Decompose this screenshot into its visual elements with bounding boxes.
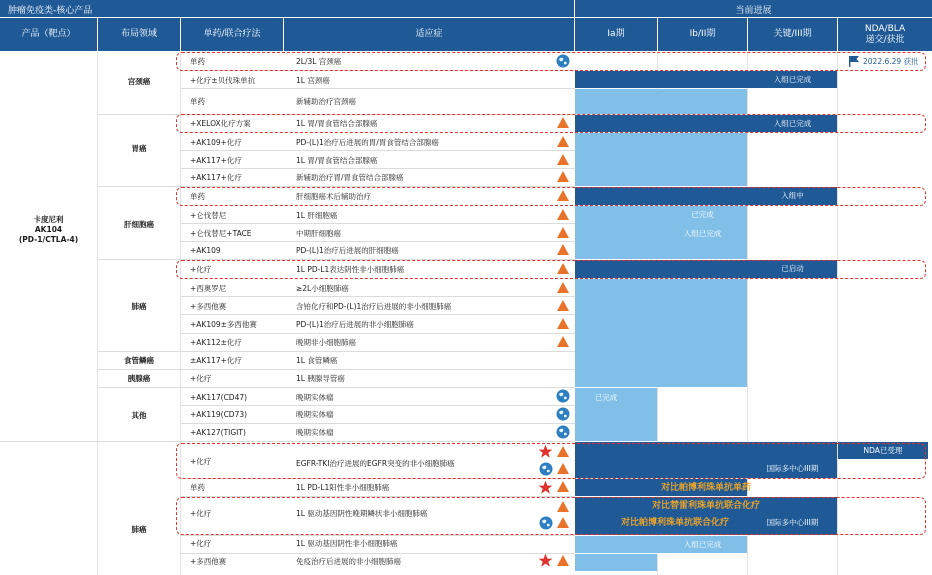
triangle-icon <box>557 501 569 512</box>
indication-14: PD-(L)1治疗后进展的非小细胞肺癌 <box>296 320 414 329</box>
therapy-21: +化疗 <box>190 457 212 466</box>
field-lung: 肺癌 <box>131 302 147 311</box>
top-bar-right <box>575 0 932 17</box>
comparator-label: 对比帕博利珠单抗单药 <box>660 483 751 493</box>
therapy-12: +西奥罗尼 <box>190 284 227 293</box>
triangle-icon <box>557 154 569 165</box>
therapy-15: +AK112±化疗 <box>190 338 242 347</box>
therapy-25: +多西他赛 <box>190 557 227 566</box>
field-divider <box>98 114 180 115</box>
field-divider <box>98 369 180 370</box>
therapy-4: +AK109+化疗 <box>190 138 242 147</box>
field-cervical: 宫颈癌 <box>127 77 151 86</box>
star-icon <box>538 480 553 495</box>
progress-title: 当前进展 <box>735 6 772 16</box>
status-label: NDA已受理 <box>863 446 903 455</box>
field-divider <box>98 186 180 187</box>
progress-bar <box>575 554 657 571</box>
indication-17: 1L 胰腺导管癌 <box>296 374 345 383</box>
indication-15: 晚期非小细胞肺癌 <box>296 338 356 347</box>
row-divider <box>180 535 575 536</box>
product-name-cn: 卡度尼利 <box>33 215 64 224</box>
therapy-11: +化疗 <box>190 265 212 274</box>
therapy-8: +仑伐替尼 <box>190 211 227 220</box>
status-label: 国际多中心III期 <box>766 464 819 473</box>
comparator-label: 对比替雷利珠单抗联合化疗 <box>651 501 760 511</box>
therapy-23: +化疗 <box>190 509 212 518</box>
therapy-19: +AK119(CD73) <box>190 410 248 419</box>
indication-12: ≥2L小细胞肺癌 <box>296 284 349 293</box>
comparator-label: 对比帕博利珠单抗联合化疗 <box>620 518 729 528</box>
therapy-16: ±AK117+化疗 <box>190 356 242 365</box>
status-label: 已启动 <box>781 264 804 273</box>
globe-icon <box>539 462 553 476</box>
triangle-icon <box>557 282 569 293</box>
field-divider <box>98 351 180 352</box>
therapy-22: 单药 <box>190 483 205 492</box>
row-divider <box>180 553 575 554</box>
row-divider <box>180 223 575 224</box>
indication-6: 新辅助治疗胃/胃食管结合部腺癌 <box>296 173 404 182</box>
row-divider <box>180 387 575 388</box>
progress-bar <box>575 133 747 186</box>
progress-bar <box>575 89 747 114</box>
status-label: 入组中 <box>781 191 804 200</box>
grid-line <box>97 52 98 575</box>
triangle-icon <box>557 244 569 255</box>
therapy-18: +AK117(CD47) <box>190 393 248 402</box>
indication-20: 晚期实体瘤 <box>296 428 334 437</box>
row-divider <box>180 150 575 151</box>
status-label: 入组已完成 <box>683 229 722 238</box>
indication-5: 1L 胃/胃食管结合部腺癌 <box>296 156 378 165</box>
row-divider <box>180 351 575 352</box>
progress-bar <box>575 279 747 387</box>
product-target: (PD-1/CTLA-4) <box>18 235 79 244</box>
therapy-7: 单药 <box>190 192 205 201</box>
field-divider <box>98 387 180 388</box>
therapy-20: +AK127(TIGIT) <box>190 428 246 437</box>
status-label: 入组已完成 <box>773 75 812 84</box>
star-icon <box>538 444 553 459</box>
triangle-icon <box>557 555 569 566</box>
status-label: 已完成 <box>691 210 714 219</box>
indication-18: 晚期实体瘤 <box>296 393 334 402</box>
row-divider <box>180 296 575 297</box>
therapy-0: 单药 <box>190 57 205 66</box>
field-pancreatic: 胰腺癌 <box>127 374 151 383</box>
indication-22: 1L PD-L1阳性非小细胞肺癌 <box>296 483 390 492</box>
nda-line1: NDA/BLA <box>864 23 906 34</box>
globe-icon <box>556 389 570 403</box>
row-divider <box>180 423 575 424</box>
triangle-icon <box>557 117 569 128</box>
highlight-box <box>176 52 926 71</box>
indication-24: 1L 驱动基因阴性非小细胞肺癌 <box>296 539 398 548</box>
col-header-nda <box>838 18 932 51</box>
therapy-17: +化疗 <box>190 374 212 383</box>
triangle-icon <box>557 481 569 492</box>
indication-25: 免疫治疗后进展的非小细胞肺癌 <box>296 557 401 566</box>
indication-10: PD-(L)1治疗后进展的肝细胞癌 <box>296 246 399 255</box>
field-other: 其他 <box>131 411 147 420</box>
triangle-icon <box>557 446 569 457</box>
highlight-box <box>176 114 926 133</box>
row-divider <box>180 369 575 370</box>
indication-21: EGFR-TKI治疗进展的EGFR突变的非小细胞肺癌 <box>296 459 455 468</box>
highlight-box <box>176 187 926 206</box>
row-divider <box>180 333 575 334</box>
indication-2: 新辅助治疗宫颈癌 <box>296 97 356 106</box>
nda-line2: 递交/获批 <box>865 34 905 45</box>
triangle-icon <box>557 190 569 201</box>
globe-icon <box>556 54 570 68</box>
col-header-phase2: Ib/II期 <box>658 18 747 51</box>
triangle-icon <box>557 227 569 238</box>
triangle-icon <box>557 463 569 474</box>
indication-9: 中期肝细胞癌 <box>296 229 341 238</box>
indication-13: 含铂化疗和PD-(L)1治疗后进展的非小细胞肺癌 <box>296 302 452 311</box>
status-label: 入组已完成 <box>773 119 812 128</box>
approval-date: 2022.6.29 获批 <box>863 57 919 66</box>
indication-19: 晚期实体瘤 <box>296 410 334 419</box>
field-gastric: 胃癌 <box>131 144 147 153</box>
therapy-14: +AK109±多西他赛 <box>190 320 257 329</box>
therapy-24: +化疗 <box>190 539 212 548</box>
therapy-13: +多西他赛 <box>190 302 227 311</box>
indication-7: 肝细胞癌术后辅助治疗 <box>296 192 371 201</box>
globe-icon <box>556 425 570 439</box>
row-divider <box>180 441 575 442</box>
product-code: AK104 <box>34 225 63 234</box>
triangle-icon <box>557 336 569 347</box>
indication-23: 1L 驱动基因阴性晚期鳞状非小细胞肺癌 <box>296 509 428 518</box>
product-divider <box>0 441 180 442</box>
indication-8: 1L 肝细胞癌 <box>296 211 338 220</box>
therapy-5: +AK117+化疗 <box>190 156 242 165</box>
status-label: 入组已完成 <box>683 540 722 549</box>
indication-3: 1L 胃/胃食管结合部腺癌 <box>296 119 378 128</box>
row-divider <box>180 314 575 315</box>
section-title: 肿瘤免疫类-核心产品 <box>8 6 93 16</box>
col-header-phase3: 关键/III期 <box>748 18 837 51</box>
triangle-icon <box>557 300 569 311</box>
col-header-field: 布局领域 <box>98 18 180 51</box>
globe-icon <box>556 407 570 421</box>
triangle-icon <box>557 171 569 182</box>
status-label: 已完成 <box>594 393 618 402</box>
col-header-therapy: 单药/联合疗法 <box>181 18 283 51</box>
indication-4: PD-(L)1治疗后进展的胃/胃食管结合部腺癌 <box>296 138 439 147</box>
therapy-2: 单药 <box>190 97 205 106</box>
top-bar-left <box>0 0 574 17</box>
therapy-6: +AK117+化疗 <box>190 173 242 182</box>
triangle-icon <box>557 136 569 147</box>
row-divider <box>180 405 575 406</box>
field-liver: 肝细胞癌 <box>124 220 154 229</box>
therapy-1: +化疗±贝伐珠单抗 <box>190 76 256 85</box>
therapy-3: +XELOX化疗方案 <box>190 119 251 128</box>
row-divider <box>180 241 575 242</box>
field-lung-2: 肺癌 <box>131 525 147 534</box>
highlight-box <box>176 260 926 279</box>
globe-icon <box>539 516 553 530</box>
triangle-icon <box>557 209 569 220</box>
field-esophageal: 食管鳞癌 <box>124 356 154 365</box>
triangle-icon <box>557 318 569 329</box>
therapy-9: +仑伐替尼+TACE <box>190 229 252 238</box>
col-header-indication: 适应症 <box>284 18 574 51</box>
therapy-10: +AK109 <box>190 246 221 255</box>
indication-16: 1L 食管鳞癌 <box>296 356 338 365</box>
indication-1: 1L 宫颈癌 <box>296 76 330 85</box>
row-divider <box>180 88 575 89</box>
col-header-product: 产品（靶点） <box>0 18 97 51</box>
triangle-icon <box>557 517 569 528</box>
col-header-phase1: Ia期 <box>575 18 657 51</box>
triangle-icon <box>557 263 569 274</box>
field-divider <box>98 259 180 260</box>
indication-11: 1L PD-L1表达阴性非小细胞肺癌 <box>296 265 405 274</box>
indication-0: 2L/3L 宫颈癌 <box>296 57 342 66</box>
product-name <box>0 215 97 245</box>
row-divider <box>180 168 575 169</box>
star-icon <box>538 553 553 568</box>
status-label: 国际多中心III期 <box>766 518 819 527</box>
